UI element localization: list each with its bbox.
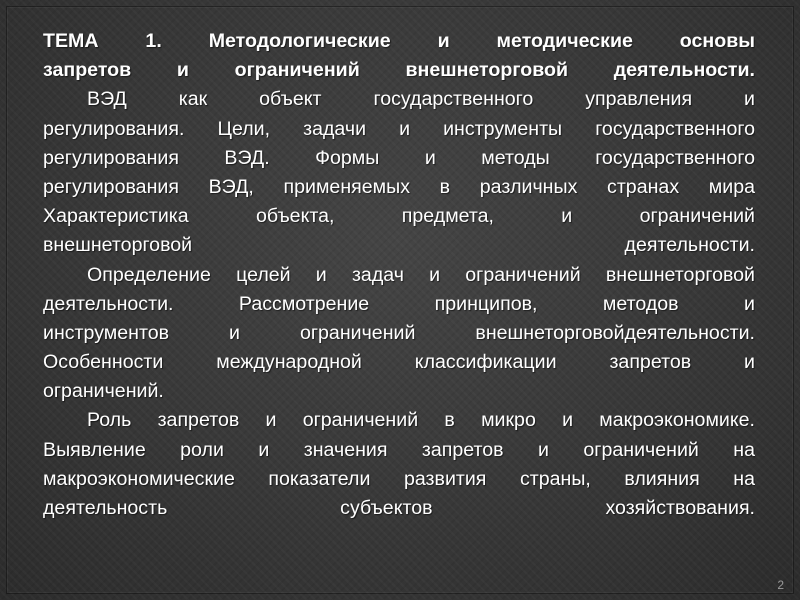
body-line: Роль запретов и ограничений в микро и макроэкономике. — [87, 409, 755, 432]
body-line: деятельность субъектов хозяйствования. — [43, 497, 755, 519]
slide-page-number: 2 — [777, 578, 784, 592]
body-line: ВЭД как объект государственного управления и — [87, 88, 755, 111]
body-line: макроэкономические показатели развития страны, влияния на — [43, 467, 755, 490]
body-line: инструментов и ограничений внешнеторговойдеятельности. — [43, 321, 755, 344]
body-line: деятельности. Рассмотрение принципов, методов и — [43, 292, 755, 315]
body-line: регулирования ВЭД, применяемых в различных странах мира — [43, 175, 755, 198]
body-line: Определение целей и задач и ограничений внешнеторговой — [87, 263, 755, 286]
body-line: регулирования ВЭД. Формы и методы государственного — [43, 146, 755, 169]
topic-title-line-1: ТЕМА 1. Методологические и методические основы — [43, 30, 755, 52]
body-line: Характеристика объекта, предмета, и ограничений — [43, 205, 755, 228]
slide-body-text — [43, 27, 755, 523]
body-line: Особенности международной классификации запретов и — [43, 351, 755, 374]
body-line: регулирования. Цели, задачи и инструменты государственного — [43, 117, 755, 140]
body-line: Выявление роли и значения запретов и ограничений на — [43, 438, 755, 461]
body-line: внешнеторговой деятельности. — [43, 234, 755, 257]
body-line: ограничений. — [43, 380, 164, 403]
topic-title-line-2: запретов и ограничений внешнеторговой деятельности. — [43, 59, 755, 82]
